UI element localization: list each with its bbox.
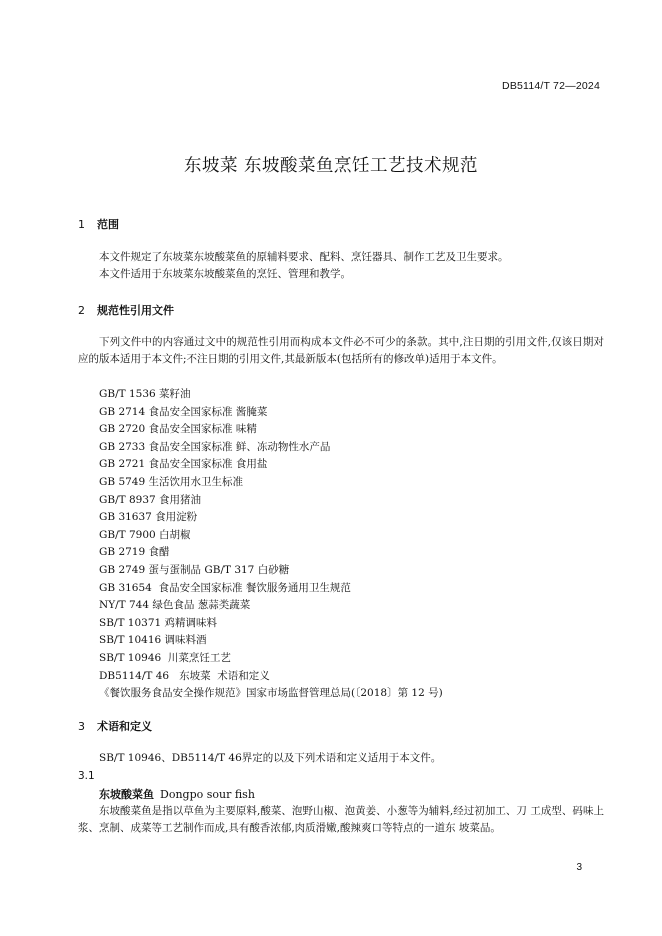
reference-item: GB/T 7900 白胡椒 [99, 528, 191, 541]
reference-item: SB/T 10416 调味料酒 [99, 634, 207, 647]
reference-item: SB/T 10946 川菜烹饪工艺 [99, 651, 231, 664]
reference-item: GB 31654 食品安全国家标准 餐饮服务通用卫生规范 [99, 581, 351, 594]
reference-item: GB 2721 食品安全国家标准 食用盐 [99, 458, 268, 471]
document-code: DB5114/T 72—2024 [502, 80, 600, 92]
terms-intro: SB/T 10946、DB5114/T 46界定的以及下列术语和定义适用于本文件。 [99, 752, 442, 764]
document-title: 东坡菜 东坡酸菜鱼烹饪工艺技术规范 [183, 156, 479, 176]
reference-item: GB 2714 食品安全国家标准 酱腌菜 [99, 405, 268, 418]
section-title: 范围 [97, 218, 119, 231]
reference-item: GB 2720 食品安全国家标准 味精 [99, 423, 257, 436]
reference-item: GB 2719 食醋 [99, 546, 170, 559]
section-number: 2 [78, 304, 85, 317]
reference-item: GB/T 8937 食用猪油 [99, 493, 202, 506]
section-heading-scope [78, 216, 119, 232]
reference-item: GB 2749 蛋与蛋制品 GB/T 317 白砂糖 [99, 563, 290, 576]
page-number: 3 [576, 862, 582, 873]
reference-item: SB/T 10371 鸡精调味料 [99, 616, 218, 629]
section-number: 1 [78, 218, 85, 231]
term-chinese: 东坡酸菜鱼 [99, 788, 154, 801]
term-entry [99, 786, 255, 802]
reference-list [99, 386, 443, 703]
scope-paragraph-1: 本文件规定了东坡菜东坡酸菜鱼的原辅料要求、配料、烹饪器具、制作工艺及卫生要求。 [99, 251, 509, 263]
clause-number: 3.1 [78, 770, 95, 782]
section-title: 规范性引用文件 [97, 304, 174, 317]
reference-item: 《餐饮服务食品安全操作规范》国家市场监督管理总局(〔2018〕第 12 号) [99, 687, 443, 700]
reference-item: GB 31637 食用淀粉 [99, 511, 198, 524]
reference-item: NY/T 744 绿色食品 葱蒜类蔬菜 [99, 599, 251, 612]
reference-item: GB 5749 生活饮用水卫生标准 [99, 475, 244, 488]
reference-item: GB/T 1536 菜籽油 [99, 388, 191, 400]
term-definition: 东坡酸菜鱼是指以草鱼为主要原料,酸菜、泡野山椒、泡黄姜、小葱等为辅料,经过初加工、刀 工成型、码味上浆、烹制、成菜等工艺制作而成,具有酸香浓郁,肉质滑嫩,酸辣爽口等特点的一道东 坡菜品。 [78, 805, 604, 834]
scope-paragraph-2: 本文件适用于东坡菜东坡酸菜鱼的烹饪、管理和教学。 [99, 268, 351, 280]
section-heading-normative-refs [78, 302, 174, 318]
reference-item: GB 2733 食品安全国家标准 鲜、冻动物性水产品 [99, 440, 331, 453]
reference-item: DB5114/T 46 东坡菜 术语和定义 [99, 669, 270, 682]
normative-refs-intro: 下列文件中的内容通过文中的规范性引用而构成本文件必不可少的条款。其中,注日期的引用文件,仅该日期对应的版本适用于本文件;不注日期的引用文件,其最新版本(包括所有的修改单)适用于本文件。 [78, 336, 604, 365]
section-number: 3 [78, 720, 85, 733]
section-title: 术语和定义 [97, 720, 152, 733]
term-english: Dongpo sour fish [160, 788, 255, 801]
section-heading-terms [78, 718, 152, 734]
